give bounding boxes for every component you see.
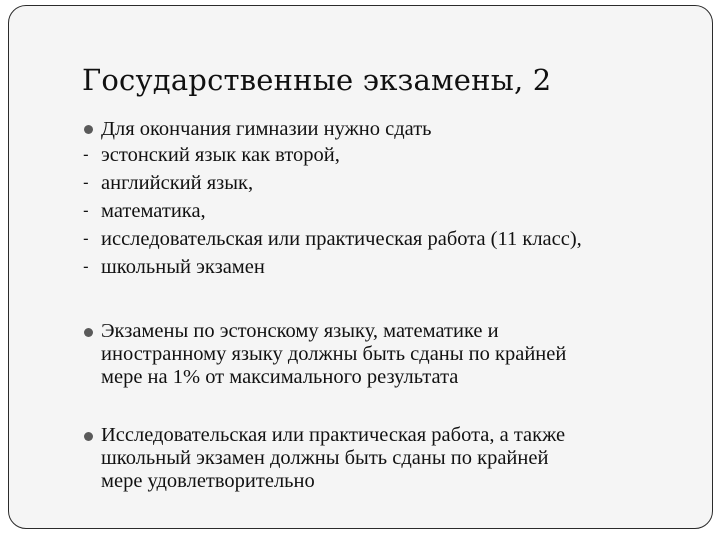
bullet-icon	[84, 432, 93, 441]
slide-title: Государственные экзамены, 2	[82, 63, 552, 97]
bullet-text-line: Экзамены по эстонскому языку, математике и	[101, 320, 499, 342]
list-item: английский язык,	[101, 172, 254, 194]
dash-icon: -	[83, 173, 89, 192]
dash-icon: -	[83, 145, 89, 164]
bullet-text-line: иностранному языку должны быть сданы по крайней	[101, 343, 567, 365]
bullet-text-line: Исследовательская или практическая работа, а также	[101, 424, 566, 446]
list-item: эстонский язык как второй,	[101, 144, 340, 166]
dash-icon: -	[83, 201, 89, 220]
bullet-text-line: мере на 1% от максимального результата	[101, 366, 459, 388]
bullet-text-intro: Для окончания гимназии нужно сдать	[101, 118, 432, 140]
dash-icon: -	[83, 257, 89, 276]
list-item: исследовательская или практическая работа (11 класс),	[101, 228, 582, 250]
bullet-text-line: школьный экзамен должны быть сданы по крайней	[101, 447, 549, 469]
list-item: школьный экзамен	[101, 256, 265, 278]
bullet-text-line: мере удовлетворительно	[101, 470, 315, 492]
dash-icon: -	[83, 229, 89, 248]
bullet-icon	[84, 125, 93, 134]
bullet-icon	[84, 328, 93, 337]
list-item: математика,	[101, 200, 206, 222]
